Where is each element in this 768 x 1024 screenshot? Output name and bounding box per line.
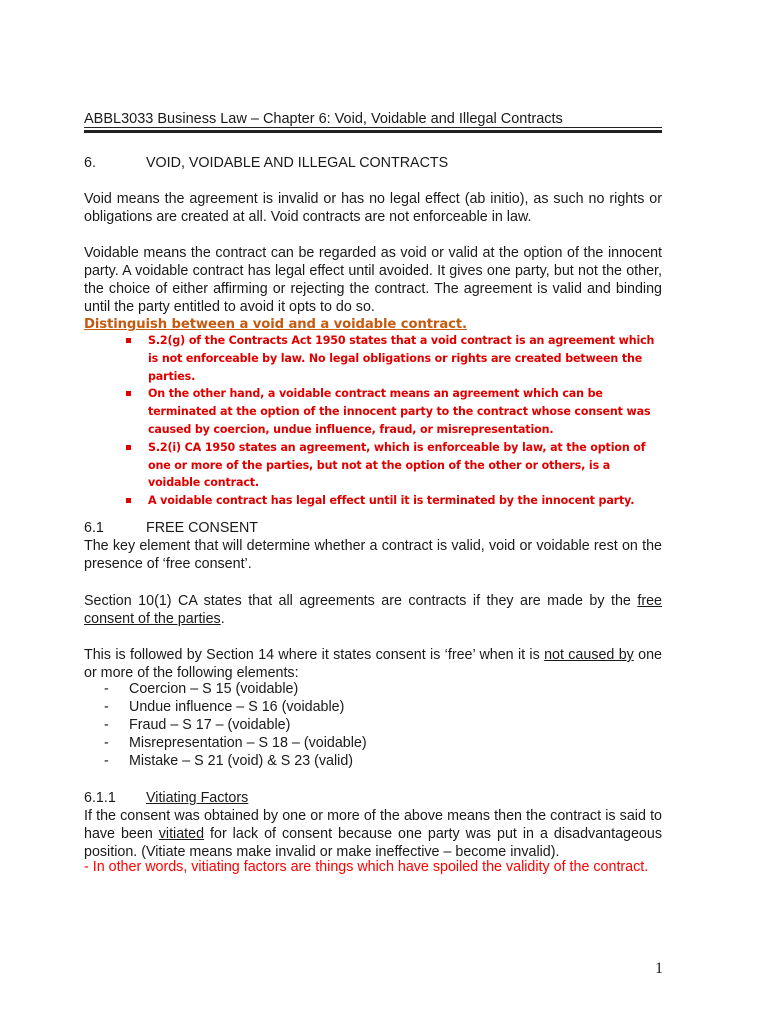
list-item-text: Misrepresentation – S 18 – (voidable) (129, 735, 367, 751)
bullet-square-icon (126, 338, 131, 343)
free-consent-intro: The key element that will determine whether a contract is valid, void or voidable rest on the presence of ‘free consent’. (84, 538, 662, 572)
red-note: - In other words, vitiating factors are things which have spoiled the validity of the contract. (84, 859, 649, 875)
section-6-1-1-heading (84, 789, 662, 807)
distinction-bullet-list (124, 332, 662, 510)
bullet-item (124, 492, 662, 510)
list-item-text: Undue influence – S 16 (voidable) (129, 699, 345, 715)
bullet-item (124, 332, 662, 385)
s14-text: This is followed by Section 14 where it states consent is ‘free’ when it is (84, 647, 545, 663)
dash-marker: - (104, 681, 109, 697)
dash-marker: - (104, 717, 109, 733)
bullet-text: On the other hand, a voidable contract means an agreement which can be terminated at the option of the innocent party to the contract whose consent was caused by coercion, undue influence, fraud, or misrepresentation. (148, 387, 651, 436)
list-item (104, 752, 367, 770)
list-item (104, 734, 367, 752)
section-number: 6.1 (84, 520, 104, 536)
section-title: VOID, VOIDABLE AND ILLEGAL CONTRACTS (146, 155, 449, 171)
s10-text: Section 10(1) CA states that all agreements are contracts if they are made by the (84, 593, 638, 609)
bullet-text: S.2(i) CA 1950 states an agreement, which is enforceable by law, at the option of one or more of the parties, but not at the option of the other or others, is a voidable contract. (148, 440, 646, 490)
section-14-paragraph (84, 646, 662, 682)
list-item (104, 716, 367, 734)
section-10-paragraph (84, 592, 662, 628)
bullet-text: S.2(g) of the Contracts Act 1950 states that a void contract is an agreement which is not enforceable by law. No legal obligations or rights are created between the parties. (148, 334, 655, 383)
not-caused-by-underlined: not caused by (544, 647, 634, 663)
distinguish-heading-text: Distinguish between a void and a voidable contract. (84, 317, 467, 332)
bullet-text: A voidable contract has legal effect until it is terminated by the innocent party. (148, 494, 635, 508)
list-item-text: Coercion – S 15 (voidable) (129, 681, 299, 697)
header-rule-thick (84, 130, 662, 133)
page-number: 1 (655, 960, 663, 977)
list-item-text: Mistake – S 21 (void) & S 23 (valid) (129, 753, 354, 769)
vitiated-underlined: vitiated (158, 826, 205, 842)
bullet-square-icon (126, 498, 131, 503)
bullet-square-icon (126, 445, 131, 450)
list-item (104, 680, 367, 698)
s10-end: . (220, 611, 225, 627)
vitiating-elements-list (104, 680, 367, 770)
section-number: 6. (84, 155, 96, 171)
dash-marker: - (104, 753, 109, 769)
section-6-1-heading (84, 519, 662, 537)
bullet-item (124, 385, 662, 438)
document-header: ABBL3033 Business Law – Chapter 6: Void, Voidable and Illegal Contracts (84, 111, 563, 127)
section-title: Vitiating Factors (146, 790, 249, 806)
s14-end: one or more of the following elements: (84, 647, 662, 681)
vitiating-text: If the consent was obtained by one or more of the above means then the contract is said to have been (84, 808, 662, 842)
voidable-definition: Voidable means the contract can be regarded as void or valid at the option of the innocent party. A voidable contract has legal effect until avoided. It gives one party, but not the other, the choice of either affirming or rejecting the contract. The agreement is valid and binding until the party entitled to avoid it opts to do so. (84, 245, 662, 315)
void-definition: Void means the agreement is invalid or has no legal effect (ab initio), as such no rights or obligations are created at all. Void contracts are not enforceable in law. (84, 191, 662, 225)
bullet-square-icon (126, 391, 131, 396)
dash-marker: - (104, 735, 109, 751)
header-rule-thin (84, 127, 662, 128)
section-6-heading (84, 154, 662, 172)
bullet-item (124, 439, 662, 492)
vitiating-factors-paragraph (84, 807, 662, 861)
dash-marker: - (104, 699, 109, 715)
free-consent-underlined: free consent of the parties (84, 593, 662, 627)
list-item (104, 698, 367, 716)
vitiating-text-end: for lack of consent because one party was put in a disadvantageous position. (Vitiate means make invalid or make ineffective – become invalid). (84, 826, 662, 860)
list-item-text: Fraud – S 17 – (voidable) (129, 717, 291, 733)
section-title: FREE CONSENT (146, 520, 259, 536)
section-number: 6.1.1 (84, 790, 116, 806)
